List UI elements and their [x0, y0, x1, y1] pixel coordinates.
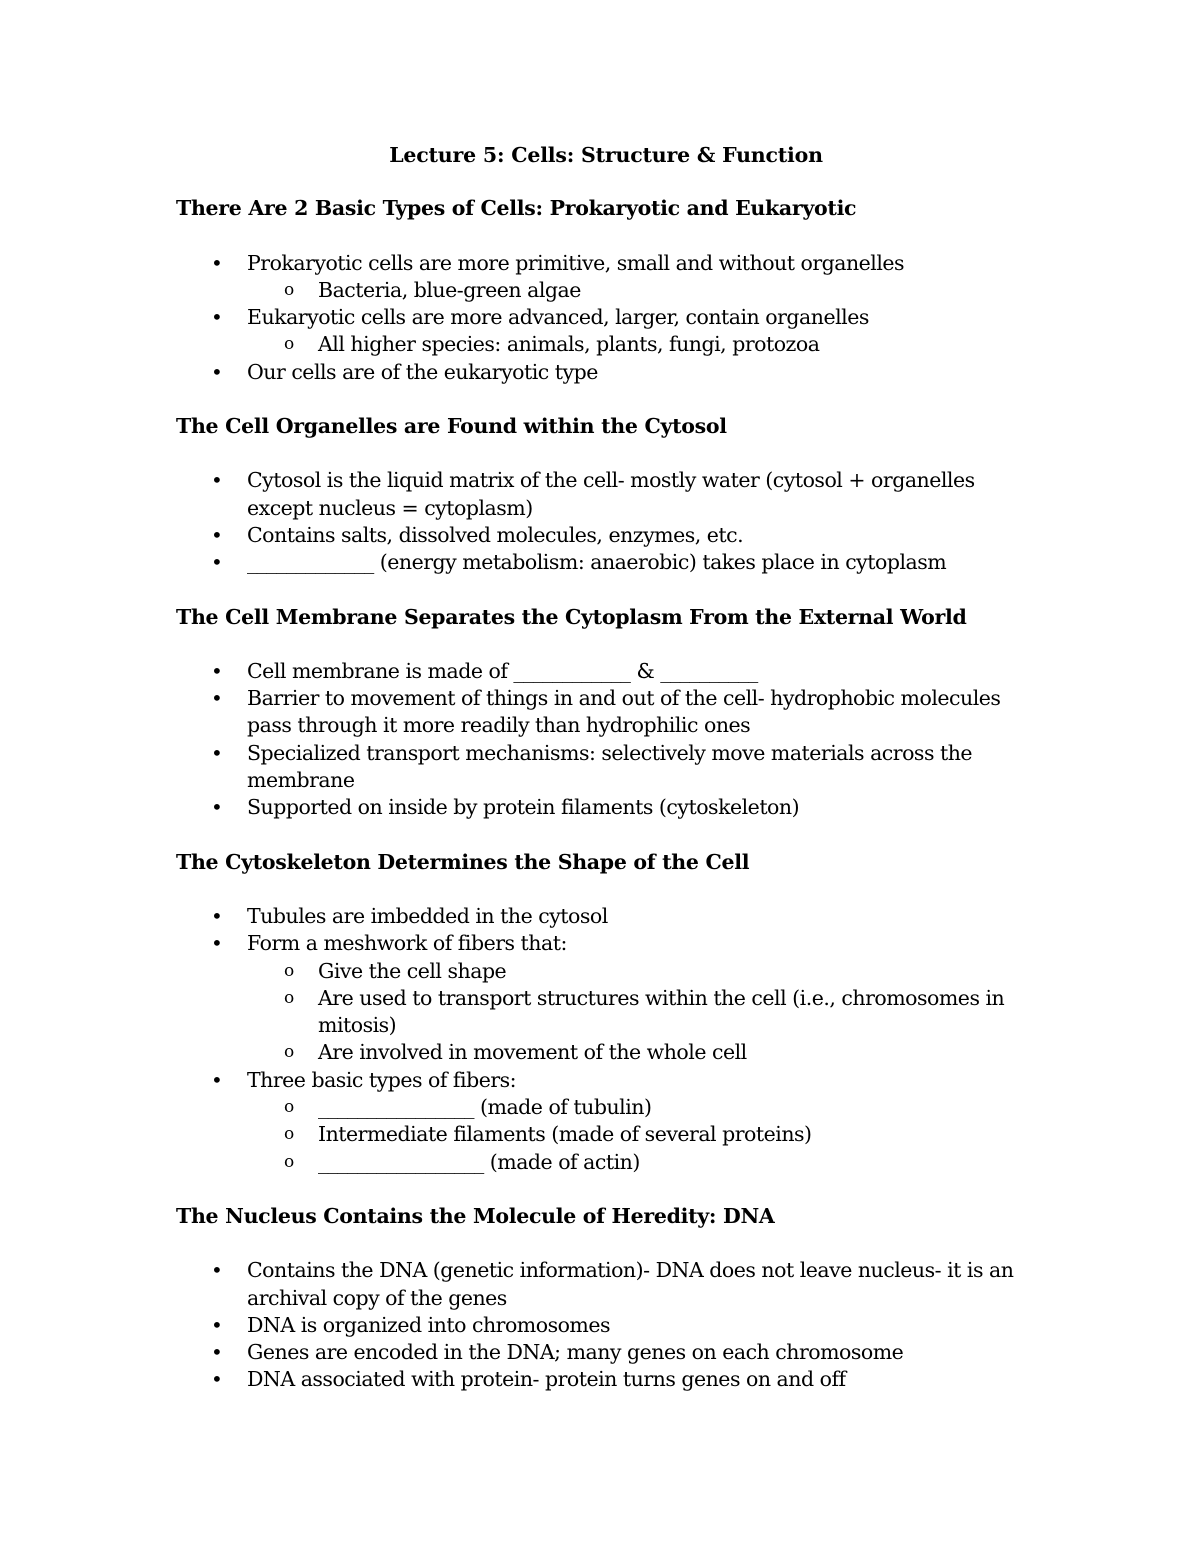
- bullet-item: [176, 522, 1036, 549]
- sub-bullet-text: _________________ (made of actin): [318, 1149, 640, 1174]
- bullet-icon: •: [211, 1367, 223, 1392]
- bullet-list: [176, 658, 1036, 822]
- section: [176, 195, 1036, 386]
- section-heading: The Cell Organelles are Found within the Cytosol: [176, 414, 727, 439]
- bullet-icon: •: [211, 740, 223, 765]
- bullet-icon: •: [211, 1258, 223, 1283]
- sub-bullet-list: [247, 277, 1036, 304]
- sub-bullet-item: [247, 331, 1036, 358]
- sub-bullet-list: [247, 331, 1036, 358]
- bullet-text: Cell membrane is made of ____________ & __________: [247, 658, 758, 683]
- bullet-icon: •: [211, 550, 223, 575]
- document-body: [176, 195, 1036, 1393]
- sub-bullet-text: All higher species: animals, plants, fungi, protozoa: [318, 332, 820, 357]
- section-heading: There Are 2 Basic Types of Cells: Prokaryotic and Eukaryotic: [176, 196, 857, 221]
- bullet-icon: •: [211, 795, 223, 820]
- sub-bullet-text: Bacteria, blue-green algae: [318, 277, 581, 302]
- sub-bullet-list: [247, 958, 1036, 1067]
- sub-bullet-text: ________________ (made of tubulin): [318, 1095, 652, 1120]
- sub-bullet-text: Give the cell shape: [318, 958, 507, 983]
- section: [176, 1203, 1036, 1394]
- bullet-list: [176, 467, 1036, 576]
- circle-bullet-icon: o: [284, 1124, 295, 1145]
- bullet-icon: •: [211, 1067, 223, 1092]
- bullet-item: [176, 1257, 1036, 1312]
- bullet-text: Genes are encoded in the DNA; many genes on each chromosome: [247, 1340, 904, 1365]
- bullet-item: [176, 1067, 1036, 1176]
- bullet-item: [176, 740, 1036, 795]
- sub-bullet-list: [247, 1094, 1036, 1176]
- sub-bullet-item: [247, 277, 1036, 304]
- document-page: [176, 142, 1036, 1421]
- circle-bullet-icon: o: [284, 279, 295, 300]
- section: [176, 849, 1036, 1176]
- bullet-item: [176, 794, 1036, 821]
- bullet-text: Supported on inside by protein filaments (cytoskeleton): [247, 795, 800, 820]
- sub-bullet-item: [247, 1121, 1036, 1148]
- circle-bullet-icon: o: [284, 960, 295, 981]
- bullet-icon: •: [211, 1340, 223, 1365]
- circle-bullet-icon: o: [284, 1042, 295, 1063]
- bullet-text: Form a meshwork of fibers that:: [247, 931, 567, 956]
- section-heading: The Nucleus Contains the Molecule of Heredity: DNA: [176, 1203, 775, 1228]
- bullet-text: DNA associated with protein- protein turns genes on and off: [247, 1367, 846, 1392]
- bullet-item: [176, 250, 1036, 305]
- bullet-item: [176, 1312, 1036, 1339]
- bullet-icon: •: [211, 903, 223, 928]
- bullet-item: [176, 467, 1036, 522]
- circle-bullet-icon: o: [284, 1151, 295, 1172]
- bullet-icon: •: [211, 250, 223, 275]
- sub-bullet-text: Intermediate filaments (made of several proteins): [318, 1122, 812, 1147]
- sub-bullet-item: [247, 985, 1036, 1040]
- circle-bullet-icon: o: [284, 1097, 295, 1118]
- sub-bullet-item: [247, 1039, 1036, 1066]
- section: [176, 604, 1036, 822]
- bullet-item: [176, 1366, 1036, 1393]
- bullet-item: [176, 903, 1036, 930]
- bullet-text: DNA is organized into chromosomes: [247, 1312, 611, 1337]
- section-heading: The Cytoskeleton Determines the Shape of the Cell: [176, 849, 750, 874]
- bullet-item: [176, 359, 1036, 386]
- bullet-text: Prokaryotic cells are more primitive, small and without organelles: [247, 250, 905, 275]
- section: [176, 413, 1036, 576]
- bullet-text: Three basic types of fibers:: [247, 1067, 517, 1092]
- sub-bullet-item: [247, 1094, 1036, 1121]
- bullet-text: Contains the DNA (genetic information)- DNA does not leave nucleus- it is an archival copy of the genes: [247, 1258, 1014, 1310]
- bullet-text: Barrier to movement of things in and out of the cell- hydrophobic molecules pass through it more readily than hydrophilic ones: [247, 686, 1001, 738]
- bullet-list: [176, 250, 1036, 386]
- bullet-item: [176, 549, 1036, 576]
- sub-bullet-item: [247, 1149, 1036, 1176]
- sub-bullet-text: Are used to transport structures within the cell (i.e., chromosomes in mitosis): [318, 985, 1005, 1038]
- circle-bullet-icon: o: [284, 987, 295, 1008]
- bullet-icon: •: [211, 468, 223, 493]
- bullet-text: _____________ (energy metabolism: anaerobic) takes place in cytoplasm: [247, 550, 947, 575]
- bullet-icon: •: [211, 1312, 223, 1337]
- bullet-icon: •: [211, 931, 223, 956]
- bullet-text: Our cells are of the eukaryotic type: [247, 359, 598, 384]
- bullet-item: [176, 930, 1036, 1066]
- bullet-item: [176, 1339, 1036, 1366]
- bullet-icon: •: [211, 686, 223, 711]
- bullet-text: Eukaryotic cells are more advanced, larger, contain organelles: [247, 305, 869, 330]
- sub-bullet-text: Are involved in movement of the whole cell: [318, 1040, 747, 1065]
- bullet-icon: •: [211, 359, 223, 384]
- bullet-item: [176, 685, 1036, 740]
- bullet-item: [176, 304, 1036, 359]
- bullet-text: Tubules are imbedded in the cytosol: [247, 903, 608, 928]
- bullet-text: Specialized transport mechanisms: selectively move materials across the membrane: [247, 740, 973, 793]
- bullet-list: [176, 1257, 1036, 1393]
- bullet-icon: •: [211, 522, 223, 547]
- circle-bullet-icon: o: [284, 334, 295, 355]
- bullet-icon: •: [211, 305, 223, 330]
- bullet-item: [176, 658, 1036, 685]
- bullet-text: Cytosol is the liquid matrix of the cell- mostly water (cytosol + organelles except nucleus = cytoplasm): [247, 468, 975, 520]
- bullet-icon: •: [211, 658, 223, 683]
- sub-bullet-item: [247, 958, 1036, 985]
- document-title: Lecture 5: Cells: Structure & Function: [389, 143, 823, 167]
- section-heading: The Cell Membrane Separates the Cytoplasm From the External World: [176, 604, 967, 629]
- bullet-list: [176, 903, 1036, 1176]
- bullet-text: Contains salts, dissolved molecules, enzymes, etc.: [247, 522, 744, 547]
